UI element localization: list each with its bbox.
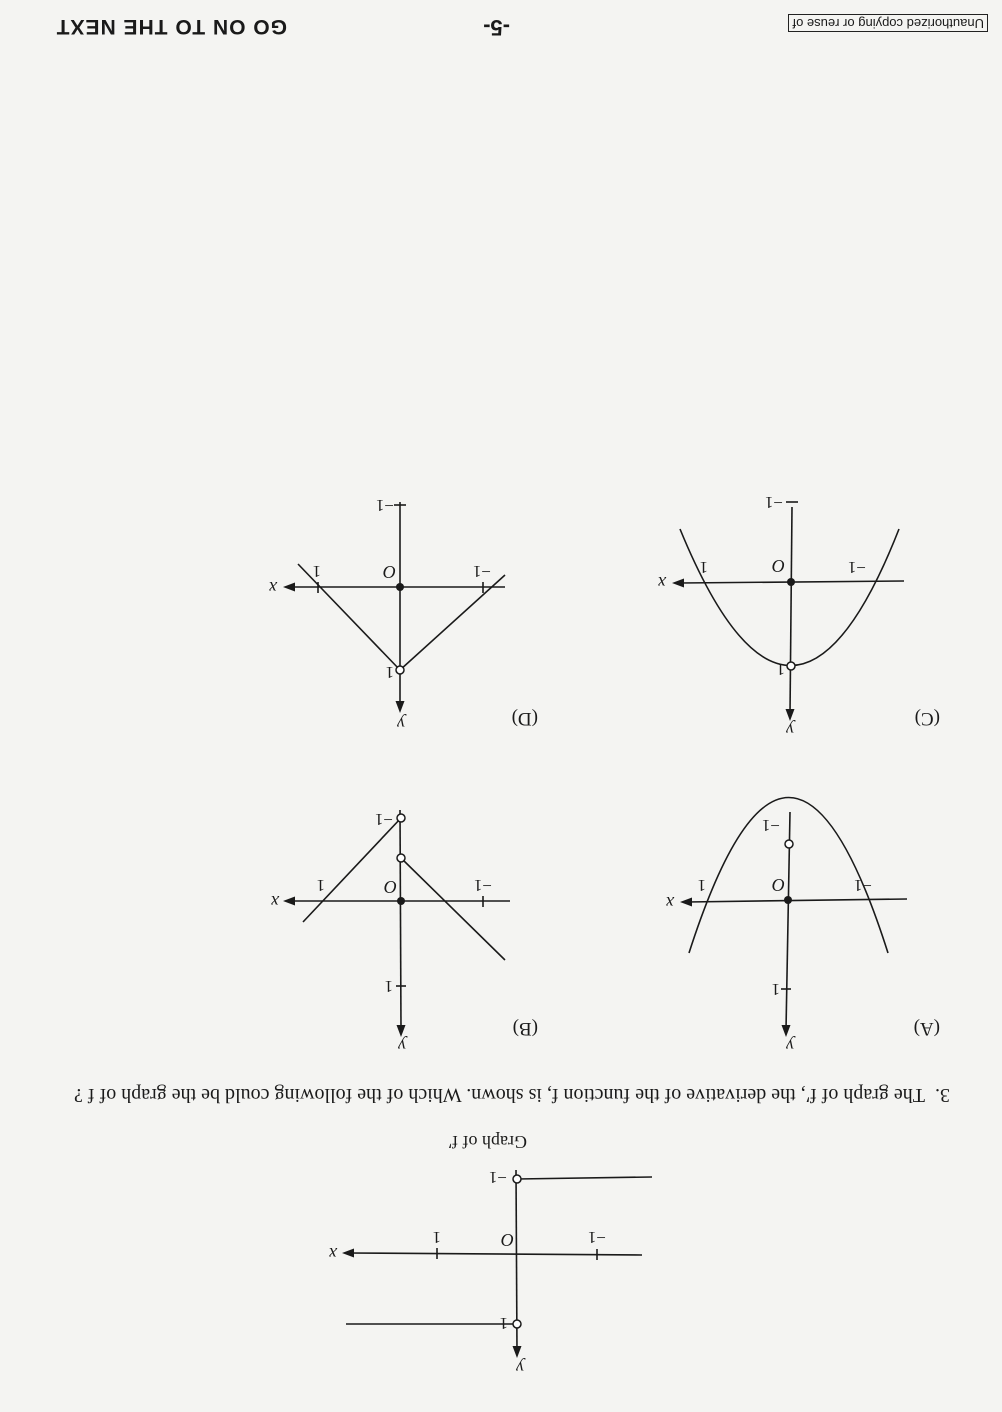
graph-caption: Graph of f′ bbox=[448, 1132, 527, 1152]
x-tick-label-one: 1 bbox=[699, 558, 708, 577]
right-line bbox=[303, 818, 401, 922]
x-tick-label-neg-one: −1 bbox=[472, 562, 491, 581]
y-axis-arrow bbox=[396, 701, 405, 713]
y-tick-label-one: 1 bbox=[384, 977, 393, 996]
choice-c-graph[interactable] bbox=[658, 493, 902, 742]
question-text bbox=[74, 1083, 950, 1106]
y-axis bbox=[400, 810, 401, 1030]
y-label: y bbox=[397, 714, 405, 734]
parabola bbox=[680, 529, 899, 666]
x-tick-label-neg-one: −1 bbox=[473, 876, 492, 895]
y-label: y bbox=[398, 1036, 406, 1056]
origin-point bbox=[397, 897, 405, 905]
vertex-open-point bbox=[785, 840, 793, 848]
choice-d-label[interactable]: (D) bbox=[511, 708, 538, 729]
question-number: 3. bbox=[935, 1084, 950, 1106]
x-label: x bbox=[666, 893, 674, 913]
x-axis-arrow bbox=[283, 583, 295, 592]
origin-point bbox=[396, 583, 404, 591]
y-axis-arrow bbox=[513, 1346, 522, 1358]
left-branch bbox=[400, 575, 505, 670]
y-tick-label-neg-one: −1 bbox=[764, 493, 783, 512]
y-axis bbox=[790, 507, 792, 714]
question-body: The graph of f′, the derivative of the function f, is shown. Which of the following could be the graph of f ? bbox=[74, 1084, 925, 1106]
y-tick-label-one: 1 bbox=[776, 660, 785, 679]
x-tick-label-neg-one: −1 bbox=[847, 558, 866, 577]
x-tick-label-one: 1 bbox=[316, 876, 325, 895]
y-tick-label-neg-one: −1 bbox=[374, 810, 393, 829]
y-label: y bbox=[516, 1358, 524, 1378]
choice-a-label[interactable]: (A) bbox=[913, 1018, 940, 1039]
x-label: x bbox=[271, 892, 279, 912]
choice-a-graph[interactable] bbox=[662, 802, 902, 1056]
vertex-open-point bbox=[396, 666, 404, 674]
y-tick-label-neg-one: −1 bbox=[761, 816, 780, 835]
x-tick-label-neg-one: −1 bbox=[587, 1228, 606, 1247]
origin-label: O bbox=[772, 556, 785, 576]
y-tick-label-neg-one: −1 bbox=[375, 496, 394, 515]
choice-d-graph[interactable] bbox=[265, 496, 505, 742]
x-label: x bbox=[658, 573, 666, 593]
y-tick-label-one: 1 bbox=[499, 1314, 508, 1333]
choice-b-graph[interactable] bbox=[265, 802, 505, 1056]
vertex-open-point bbox=[787, 662, 795, 670]
choice-b-label[interactable]: (B) bbox=[512, 1018, 538, 1039]
x-label: x bbox=[329, 1244, 337, 1264]
origin-point bbox=[784, 896, 792, 904]
open-point-left bbox=[513, 1175, 521, 1183]
x-axis-arrow bbox=[342, 1249, 354, 1258]
origin-label: O bbox=[384, 877, 397, 897]
derivative-graph bbox=[322, 1162, 642, 1378]
open-point-right bbox=[397, 814, 405, 822]
origin-label: O bbox=[501, 1230, 514, 1250]
x-axis-arrow bbox=[680, 898, 692, 907]
x-axis-arrow bbox=[672, 579, 684, 588]
left-segment bbox=[517, 1177, 652, 1179]
origin-label: O bbox=[772, 875, 785, 895]
origin-label: O bbox=[383, 562, 396, 582]
choice-c-label[interactable]: (C) bbox=[914, 708, 940, 729]
x-tick-label-one: 1 bbox=[432, 1228, 441, 1247]
page-number: -5- bbox=[483, 15, 510, 40]
y-label: y bbox=[786, 1036, 794, 1056]
y-tick-label-one: 1 bbox=[771, 980, 780, 999]
copyright-notice: Unauthorized copying or reuse of bbox=[788, 14, 988, 32]
go-on-notice: GO ON TO THE NEXT bbox=[55, 15, 287, 38]
open-point-left bbox=[397, 854, 405, 862]
open-point-right bbox=[513, 1320, 521, 1328]
x-tick-label-neg-one: −1 bbox=[853, 876, 872, 895]
x-label: x bbox=[269, 578, 277, 598]
left-line bbox=[401, 858, 505, 960]
x-tick-label-one: 1 bbox=[312, 562, 321, 581]
y-tick-label-neg-one: −1 bbox=[488, 1168, 507, 1187]
x-axis bbox=[687, 899, 907, 902]
y-tick-label-one: 1 bbox=[385, 663, 394, 682]
origin-point bbox=[787, 578, 795, 586]
x-tick-label-one: 1 bbox=[697, 876, 706, 895]
y-label: y bbox=[786, 720, 794, 740]
x-axis-arrow bbox=[283, 897, 295, 906]
